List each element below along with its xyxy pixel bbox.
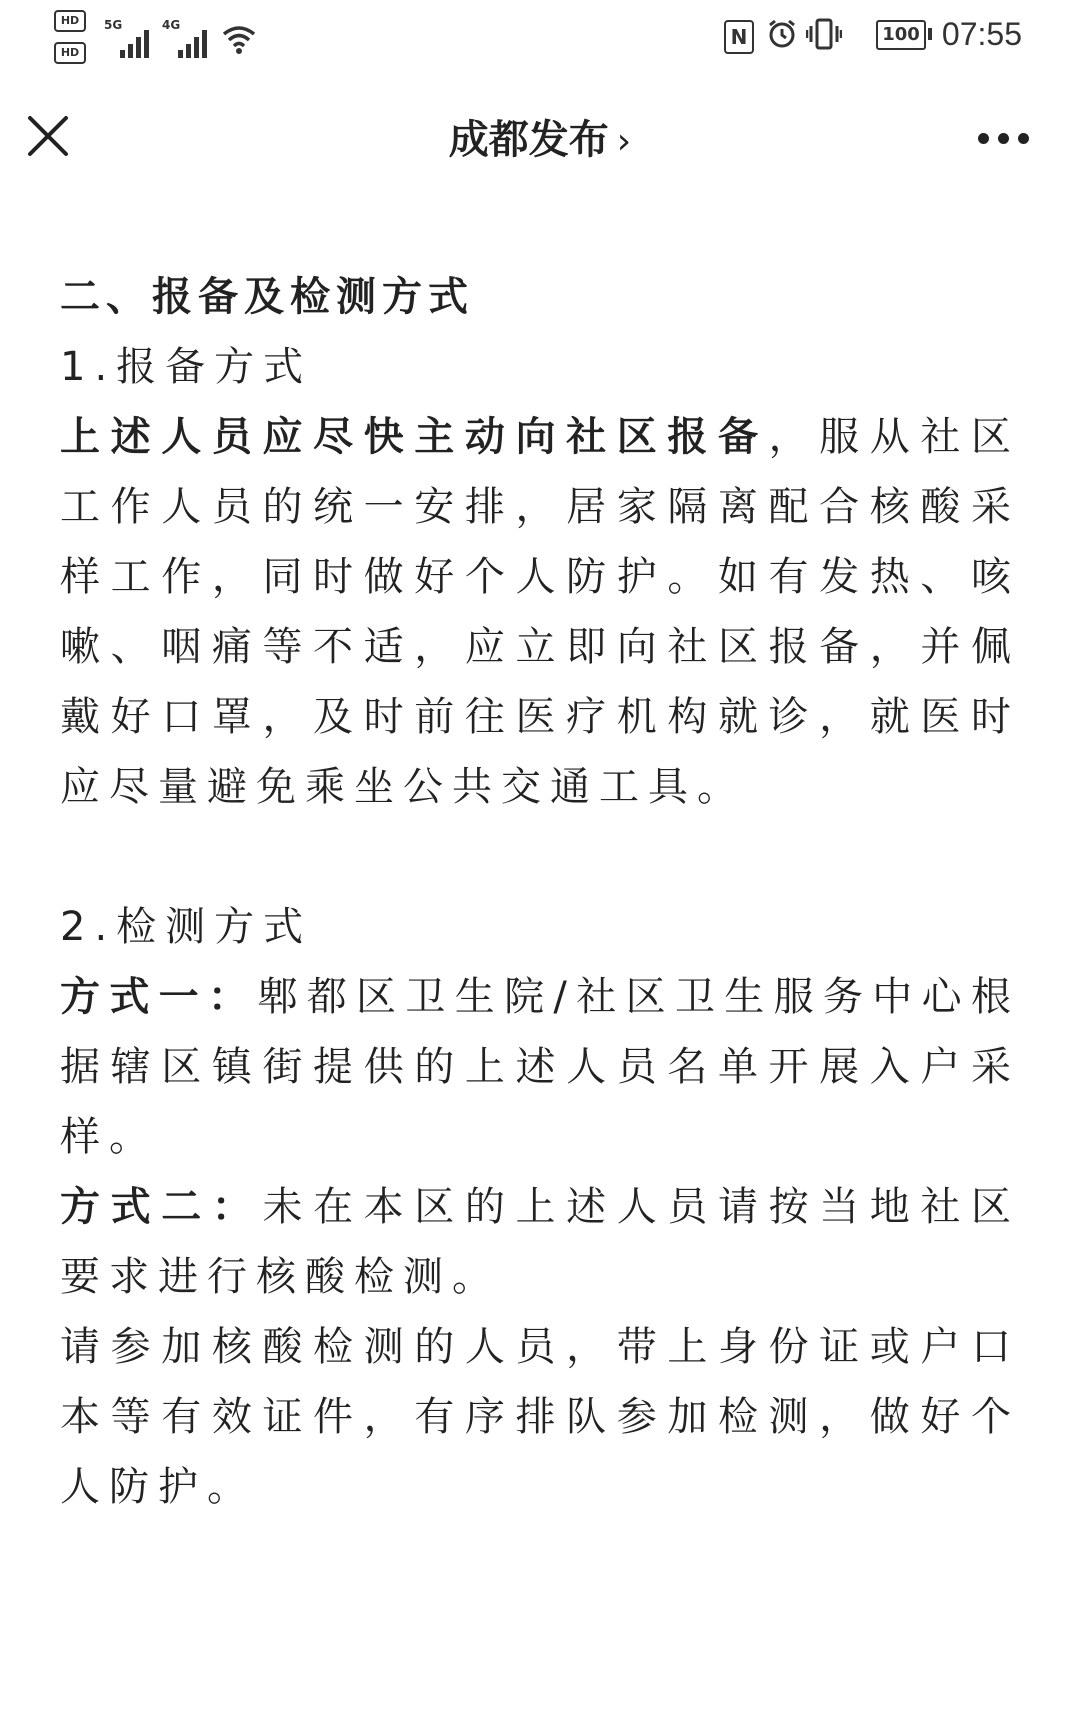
section-heading: 二、报备及检测方式 — [60, 274, 474, 320]
more-dot-icon — [1018, 133, 1029, 144]
subsection-heading-reporting: 1.报备方式 — [60, 344, 313, 390]
hd-voice-icon-sim2: HD — [54, 42, 86, 64]
battery-tip — [928, 28, 932, 40]
nav-bar — [0, 90, 1080, 190]
wifi-icon — [222, 22, 256, 58]
method-two-label: 方式二： — [60, 1184, 263, 1230]
network-type-sim2: 4G — [162, 18, 181, 32]
signal-sim1-icon — [104, 18, 154, 58]
vibrate-icon — [806, 16, 842, 52]
subsection-heading-testing: 2.检测方式 — [60, 904, 313, 950]
more-dot-icon — [998, 133, 1009, 144]
paragraph-method-two — [60, 1172, 1020, 1312]
battery-icon: 100 — [876, 20, 926, 50]
hd-indicators — [54, 10, 100, 74]
more-options-button[interactable] — [978, 128, 1034, 148]
paragraph-method-one — [60, 962, 1020, 1172]
hd-voice-icon-sim1: HD — [54, 10, 86, 32]
method-one-label: 方式一： — [60, 974, 258, 1020]
paragraph-testing-note: 请参加核酸检测的人员，带上身份证或户口本等有效证件，有序排队参加检测，做好个人防护。 — [60, 1324, 1020, 1510]
paragraph-reporting — [60, 402, 1020, 822]
status-bar — [0, 0, 1080, 80]
network-type-sim1: 5G — [104, 18, 123, 32]
account-title: 成都发布 — [448, 117, 609, 163]
article-body — [60, 262, 1020, 1522]
signal-sim2-icon — [162, 18, 212, 58]
method-one-text: 郫都区卫生院/社区卫生服务中心根据辖区镇街提供的上述人员名单开展入户采样。 — [60, 974, 1020, 1160]
clock: 07:55 — [941, 16, 1022, 52]
chevron-right-icon: › — [616, 121, 632, 162]
reporting-text: ，服从社区工作人员的统一安排，居家隔离配合核酸采样工作，同时做好个人防护。如有发热、咳嗽、咽痛等不适，应立即向社区报备，并佩戴好口罩，及时前往医疗机构就诊，就医时应尽量避免乘坐公共交通工具。 — [60, 414, 1021, 810]
alarm-icon — [766, 18, 798, 50]
account-title-link[interactable] — [0, 114, 1080, 168]
nfc-icon: N — [724, 20, 754, 54]
more-dot-icon — [978, 133, 989, 144]
method-two-text: 未在本区的上述人员请按当地社区要求进行核酸检测。 — [60, 1184, 1021, 1300]
paragraph-spacer — [60, 822, 1020, 892]
reporting-emphasis: 上述人员应尽快主动向社区报备 — [60, 414, 769, 460]
